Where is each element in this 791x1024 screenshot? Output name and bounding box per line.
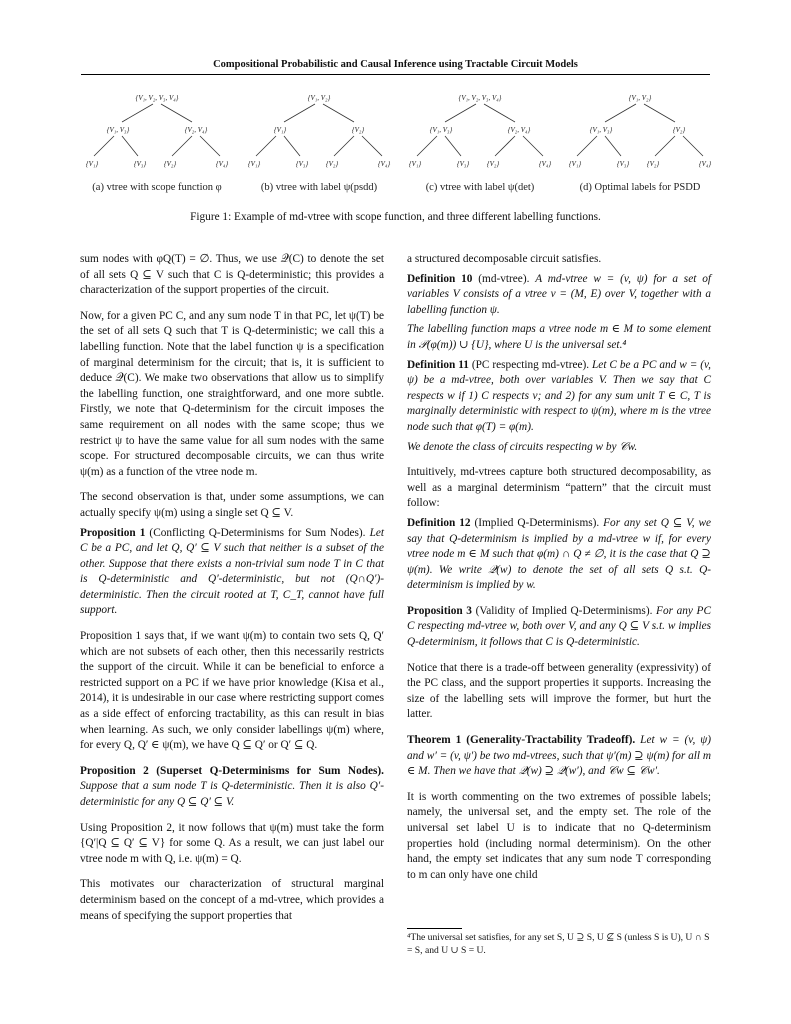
thm-body: Let w = (v, ψ) and w′ = (v, ψ′) be two md-vtrees, such that ψ′(m) ⊇ ψ(m) for all m ∈ M. Then we have that 𝒬(w) ⊇ 𝒬(w′), and 𝒞w ⊆ 𝒞w′. — [407, 734, 711, 778]
paragraph: We denote the class of circuits respecting w by 𝒞w. — [407, 440, 638, 453]
def-name: (md-vtree). — [472, 272, 536, 285]
prop-body: Suppose that a sum node T is Q-deterministic. Then it is also Q′-deterministic for any Q ⊆ Q′ ⊆ V. — [80, 780, 384, 808]
proposition-2 — [80, 764, 384, 811]
vtree-edge — [122, 136, 138, 156]
vtree-leaf-label: {V₁} — [247, 160, 261, 168]
vtree-edge — [172, 136, 192, 156]
prop-head: Proposition 3 — [407, 604, 472, 617]
prop-name: (Superset Q-Determinisms for Sum Nodes). — [148, 764, 384, 777]
vtree-root-label: {V₁, V₂} — [628, 94, 652, 102]
vtree-leaf-label: {V₄} — [538, 160, 552, 168]
vtree-leaf-label: {V₃} — [456, 160, 470, 168]
header-rule — [81, 74, 710, 75]
theorem-1 — [407, 733, 711, 780]
thm-name: (Generality-Tractability Tradeoff). — [461, 734, 641, 747]
vtree-leaf-label: {V₁} — [85, 160, 99, 168]
vtree-mid-label: {V₂} — [351, 126, 365, 134]
vtree-edge — [334, 136, 354, 156]
proposition-1 — [80, 526, 384, 620]
vtree-edge — [655, 136, 675, 156]
vtree-leaf-label: {V₂} — [486, 160, 500, 168]
paragraph: The second observation is that, under some assumptions, we can actually specify ψ(m) using a single set Q ⊆ V. — [80, 491, 384, 519]
vtree-leaf-label: {V₄} — [698, 160, 712, 168]
paragraph: Proposition 1 says that, if we want ψ(m) to contain two sets Q, Q′ which are not subsets of each other, then this necessarily restricts the support of the circuit. While it can be beneficial to enforce a restricted support on a PC if we have prior knowledge (Kisa et al., 2014), it is undesirable in our case where restricting support comes as a side effect of enforcing tractability, as this can result in bias when learning. As such, we only consider labellings ψ(m) where, for every Q, Q′ ∈ ψ(m), we have Q ⊆ Q′ or Q′ ⊆ Q. — [80, 630, 384, 752]
vtree-edge — [284, 104, 315, 122]
vtree-leaf-label: {V₁} — [408, 160, 422, 168]
running-header: Compositional Probabilistic and Causal Inference using Tractable Circuit Models — [213, 59, 578, 70]
paragraph: This motivates our characterization of structural marginal determinism based on the concept of a md-vtree, which provides a means of specifying the support properties that — [80, 878, 384, 922]
vtree-edge — [495, 136, 515, 156]
vtree-mid-label: {V₂, V₄} — [184, 126, 208, 134]
vtree-root-label: {V₁, V₂, V₃, V₄} — [135, 94, 179, 102]
vtree-leaf-label: {V₄} — [377, 160, 391, 168]
figure-caption: Figure 1: Example of md-vtree with scope function, and three different labelling functions. — [190, 211, 601, 223]
vtree-mid-label: {V₂, V₄} — [507, 126, 531, 134]
paragraph: a structured decomposable circuit satisfies. — [407, 253, 602, 265]
vtree-edge — [523, 136, 543, 156]
vtree-leaf-label: {V₂} — [325, 160, 339, 168]
vtree-leaf-label: {V₂} — [646, 160, 660, 168]
footnote-rule — [407, 928, 462, 929]
paragraph: It is worth commenting on the two extremes of possible labels; namely, the universal set, and the empty set. The role of the universal set label U is to indicate that no Q-determinism properties hold (including normal determinism). On the other hand, the empty set indicates that any sum node T corresponding to m can only have one child — [407, 790, 711, 881]
def-name: (Implied Q-Determinisms). — [470, 516, 604, 529]
vtree-figure — [82, 80, 712, 205]
vtree-leaf-label: {V₃} — [295, 160, 309, 168]
paragraph: sum nodes with φQ(T) = ∅. Thus, we use 𝒬(C) to denote the set of all sets Q ⊆ V such that C is Q-deterministic; this provides a characterization of the support properties of the circuit. — [80, 253, 384, 297]
vtree-edge — [577, 136, 597, 156]
def-body: For any set Q ⊆ V, we say that Q-determinism is implied by a md-vtree w if, for every vtree node m ∈ M such that φ(m) ∩ Q ≠ ∅, it is the case that Q ⊇ ψ(m). We write 𝒬(w) to denote the set of all sets Q s.t. Q-determinism is implied by w. — [407, 516, 711, 592]
vtree-root-label: {V₁, V₂, V₃, V₄} — [458, 94, 502, 102]
vtree-edge — [94, 136, 114, 156]
definition-11 — [407, 358, 711, 436]
vtree-leaf-label: {V₃} — [616, 160, 630, 168]
paragraph: Notice that there is a trade-off between generality (expressivity) of the PC class, and the support properties it supports. Increasing the size of the labelling sets will improve the former, but hurt the latter. — [407, 661, 711, 721]
vtree-edge — [417, 136, 437, 156]
def-body: A md-vtree w = (v, ψ) for a set of variables V consists of a vtree v = (M, E) over V, together with a labelling function ψ. — [407, 272, 711, 316]
vtree-edge — [362, 136, 382, 156]
vtree-edge — [445, 104, 476, 122]
def-head: Definition 11 — [407, 358, 469, 371]
vtree-edge — [644, 104, 675, 122]
prop-name: (Validity of Implied Q-Determinisms). — [471, 604, 657, 617]
prop-body: Let C be a PC, and let Q, Q′ ⊆ V such that neither is a subset of the other. Suppose that there exists a non-trivial sum node T in C that is Q-deterministic and Q′-deterministic, but not (Q∩Q′)-deterministic. Then the circuit rooted at T, C_T, cannot have full support. — [80, 526, 385, 617]
vtree-edge — [605, 136, 621, 156]
def-head: Definition 12 — [407, 516, 471, 529]
definition-10 — [407, 272, 711, 319]
vtree-edge — [323, 104, 354, 122]
prop-head: Proposition 1 — [80, 526, 146, 539]
vtree-edge — [683, 136, 703, 156]
prop-head: Proposition 2 — [80, 764, 149, 777]
vtree-mid-label: {V₁, V₃} — [589, 126, 613, 134]
thm-head: Theorem 1 — [407, 734, 462, 747]
def-name: (PC respecting md-vtree). — [468, 358, 593, 371]
vtree-mid-label: {V₁, V₃} — [106, 126, 130, 134]
def-head: Definition 10 — [407, 272, 473, 285]
left-column — [80, 252, 384, 934]
footnote: ⁴The universal set satisfies, for any set S, U ⊇ S, U ⊈ S (unless S is U), U ∩ S = S, and U ∪ S = U. — [407, 932, 710, 956]
paragraph: Now, for a given PC C, and any sum node T in that PC, let ψ(T) be the set of all sets Q such that T is Q-deterministic; we call this a labelling function. Note that the label function ψ is a specification of marginal determinism for the circuit; that is, it is sufficient to deduce 𝒬(C). We make two observations that allow us to simplify the labelling function, one straightforward, and one more subtle. Firstly, we note that Q-determinism for the circuit imposes the same requirement on all nodes with the same scope; thus we restrict ψ to have the same value for all sum nodes with the same scope. For structured decomposable circuits, we can thus write ψ(m) as a function of the vtree node m. — [80, 309, 384, 478]
vtree-mid-label: {V₁, V₃} — [429, 126, 453, 134]
vtree-mid-label: {V₁} — [273, 126, 287, 134]
def-body: Let C be a PC and w = (v, ψ) be a md-vtree, both over variables V. Then we say that C respects w if 1) C respects v; and 2) for any sum unit T ∈ C, T is marginally deterministic with respect to ψ(m), where m is the vtree node such that φ(T) = φ(m). — [407, 358, 711, 433]
figure-1 — [82, 80, 712, 205]
paragraph: Intuitively, md-vtrees capture both structured decomposability, as well as a marginal determinism “pattern” that the circuit must follow: — [407, 466, 711, 510]
paragraph: Using Proposition 2, it now follows that ψ(m) must take the form {Q′|Q ⊆ Q′ ⊆ V} for some Q. As a result, we can just label our vtree node m with Q, i.e. ψ(m) = Q. — [80, 821, 384, 865]
vtree-root-label: {V₁, V₂} — [307, 94, 331, 102]
proposition-3 — [407, 604, 711, 651]
vtree-edge — [200, 136, 220, 156]
vtree-edge — [484, 104, 515, 122]
subfigure-caption: (c) vtree with label ψ(det) — [425, 182, 535, 193]
paragraph: The labelling function maps a vtree node m ∈ M to some element in 𝒫(φ(m)) ∪ {U}, where U is the universal set.⁴ — [407, 323, 711, 351]
definition-12 — [407, 516, 711, 594]
vtree-edge — [445, 136, 461, 156]
vtree-leaf-label: {V₂} — [163, 160, 177, 168]
vtree-edge — [122, 104, 153, 122]
vtree-leaf-label: {V₄} — [215, 160, 229, 168]
vtree-leaf-label: {V₃} — [133, 160, 147, 168]
subfigure-caption: (d) Optimal labels for PSDD — [579, 182, 701, 193]
vtree-leaf-label: {V₁} — [568, 160, 582, 168]
vtree-edge — [284, 136, 300, 156]
vtree-edge — [605, 104, 636, 122]
vtree-mid-label: {V₂} — [672, 126, 686, 134]
vtree-edge — [256, 136, 276, 156]
right-column — [407, 252, 711, 893]
subfigure-caption: (b) vtree with label ψ(psdd) — [260, 182, 378, 193]
subfigure-caption: (a) vtree with scope function φ — [92, 182, 222, 193]
prop-name: (Conflicting Q-Determinisms for Sum Nodes). — [145, 526, 370, 539]
prop-body: For any PC C respecting md-vtree w, both over V, and any Q ⊆ V s.t. w implies Q-determinism, it follows that C is Q-deterministic. — [407, 604, 711, 649]
vtree-edge — [161, 104, 192, 122]
